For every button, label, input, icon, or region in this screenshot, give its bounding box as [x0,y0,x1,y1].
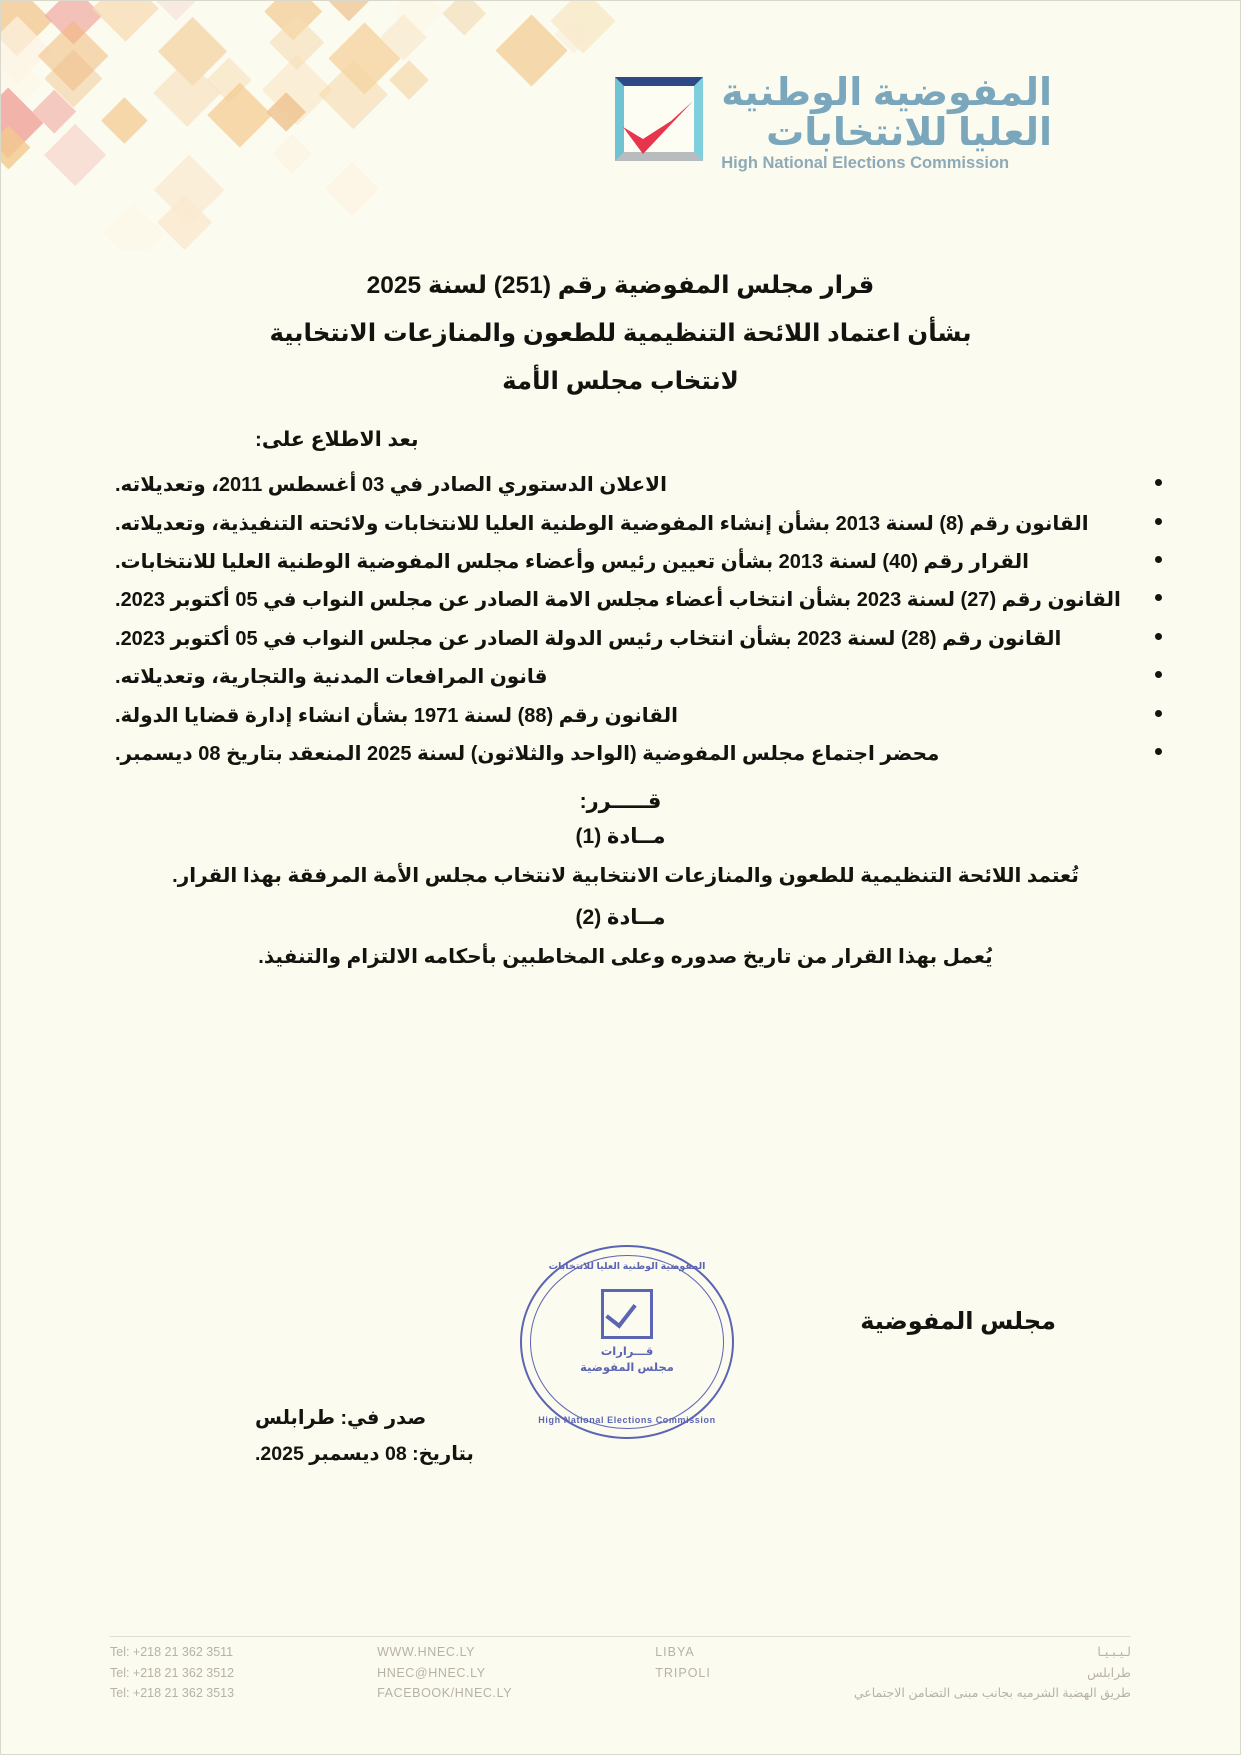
bullet-icon [1155,594,1162,601]
footer-address-arabic [854,1642,1131,1703]
footer-line: FACEBOOK/HNEC.LY [377,1685,513,1700]
footer-line: Tel: +218 21 362 3511 [110,1645,234,1660]
footer-line: Tel: +218 21 362 3513 [110,1685,235,1700]
legal-reference-text: القانون رقم (28) لسنة 2023 بشأن انتخاب رئيس الدولة الصادر عن مجلس النواب في 05 أكتوبر 2023. [115,627,1062,650]
legal-reference-text: الاعلان الدستوري الصادر في 03 أغسطس 2011، وتعديلاته. [115,474,667,497]
check-mark-icon [621,99,695,161]
article-2-body: يُعمل بهذا القرار من تاريخ صدوره وعلى المخاطبين بأحكامه الالتزام والتنفيذ. [258,946,993,969]
bullet-icon [1155,556,1162,563]
legal-reference-item [115,543,1136,581]
logo-arabic-line1: المفوضية الوطنية [721,72,1052,115]
legal-reference-item [115,697,1136,735]
logo-arabic-line2: العليا للانتخابات [766,112,1052,155]
footer-line: طريق الهضبة الشرميه بجانب مبنى التضامن الاجتماعي [853,1685,1131,1700]
legal-reference-text: القرار رقم (40) لسنة 2013 بشأن تعيين رئيس وأعضاء مجلس المفوضية الوطنية العليا للانتخابات. [115,551,1029,574]
bullet-icon [1155,479,1162,486]
bullet-icon [1155,748,1162,755]
document-body [0,262,1241,976]
mosaic-tile [389,60,429,100]
legal-reference-item [115,581,1136,619]
footer-line: HNEC@HNEC.LY [377,1665,486,1680]
council-signature-label: مجلس المفوضية [860,1308,1056,1335]
legal-reference-text: القانون رقم (27) لسنة 2023 بشأن انتخاب أعضاء مجلس الامة الصادر عن مجلس النواب في 05 أكتوبر 2023. [115,589,1121,612]
legal-reference-item [115,466,1136,504]
footer-line: لـيـبـيـا [1097,1645,1131,1660]
title-line-1: قرار مجلس المفوضية رقم (251) لسنة 2025 [366,272,875,299]
footer-line: TRIPOLI [655,1665,711,1680]
hnec-logo [612,62,1052,182]
signature-area [0,1245,1241,1515]
article-1-body: تُعتمد اللائحة التنظيمية للطعون والمنازعات الانتخابية لانتخاب مجلس الأمة المرفقة بهذا القرار. [172,865,1079,888]
mosaic-tile [442,0,485,35]
issuance-details [0,1400,1241,1472]
bullet-icon [1155,633,1162,640]
stamp-ballot-check-icon [601,1289,653,1339]
decorative-mosaic-header [0,0,640,250]
issued-date: بتاريخ: 08 ديسمبر 2025. [255,1443,474,1466]
mosaic-tile [272,135,312,175]
document-footer [0,1642,1241,1703]
article-1-heading: مــادة (1) [575,825,666,849]
ballot-check-icon [609,73,707,171]
mosaic-tile [103,203,164,250]
decide-keyword: قـــــرر: [579,790,662,814]
legal-reference-text: محضر اجتماع مجلس المفوضية (الواحد والثلاثون) لسنة 2025 المنعقد بتاريخ 08 ديسمبر. [115,743,940,766]
logo-text-block [721,72,1052,171]
stamp-line-1: قـــرارات [600,1346,654,1358]
legal-reference-text: القانون رقم (8) لسنة 2013 بشأن إنشاء المفوضية الوطنية العليا للانتخابات ولائحته التنفيذية، وتعديلاته. [115,512,1089,535]
footer-line: طرابلس [1087,1665,1131,1680]
bullet-icon [1155,671,1162,678]
legal-references-list [0,466,1241,773]
article-2-heading: مــادة (2) [575,906,666,930]
footer-web-contacts [377,1642,512,1703]
mosaic-tile [92,0,159,42]
footer-divider [110,1636,1131,1637]
bullet-icon [1155,710,1162,717]
footer-line: LIBYA [655,1645,695,1660]
mosaic-tile [325,162,379,216]
mosaic-tile [43,123,106,186]
title-line-3: لانتخاب مجلس الأمة [502,367,739,395]
document-title [0,262,1241,405]
footer-line: Tel: +218 21 362 3512 [110,1665,235,1680]
stamp-arc-bottom-text: High National Elections Commission [538,1415,716,1425]
legal-reference-text: قانون المرافعات المدنية والتجارية، وتعديلاته. [115,666,548,689]
footer-line: WWW.HNEC.LY [377,1645,476,1660]
footer-telephones [110,1642,234,1703]
legal-reference-item [115,658,1136,696]
bullet-icon [1155,518,1162,525]
title-line-2: بشأن اعتماد اللائحة التنظيمية للطعون والمنازعات الانتخابية [269,319,972,347]
stamp-arc-top-text: المفوضية الوطنية العليا للانتخابات [548,1261,706,1272]
legal-reference-item [115,505,1136,543]
mosaic-tile [101,97,147,143]
issued-place: صدر في: طرابلس [255,1407,427,1429]
stamp-line-2: مجلس المفوضية [580,1362,674,1374]
preamble-text: بعد الاطلاع على: [255,428,419,452]
legal-reference-item [115,620,1136,658]
logo-english-subtitle: High National Elections Commission [721,153,1010,172]
mosaic-tile [328,0,370,21]
footer-location [655,1642,711,1683]
legal-reference-text: القانون رقم (88) لسنة 1971 بشأن انشاء إدارة قضايا الدولة. [115,704,679,727]
legal-reference-item [115,735,1136,773]
